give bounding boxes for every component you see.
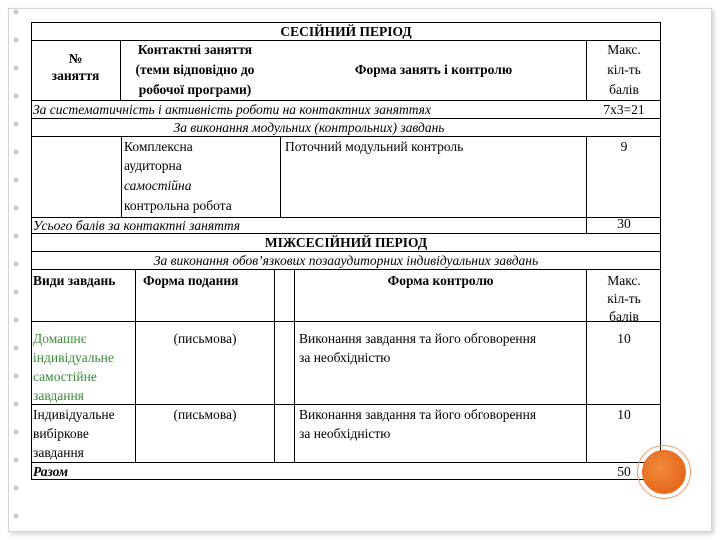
- session-title: СЕСІЙНИЙ ПЕРІОД: [280, 24, 412, 39]
- row-systematic-value: 7х3=21: [603, 102, 645, 117]
- submit-form-1: (письмова): [173, 331, 237, 346]
- col-submit-header: Форма подання: [143, 273, 239, 288]
- col-max-header-3: балів: [609, 82, 639, 97]
- session-total-label: Усього балів за контактні заняття: [33, 218, 241, 233]
- col-no-header-2: заняття: [51, 68, 100, 83]
- complex-line-4: контрольна робота: [124, 198, 232, 213]
- submit-form-2: (письмова): [173, 407, 237, 422]
- complex-line-2: аудиторна: [124, 158, 182, 173]
- task-type-1-line-3: самостійне: [33, 369, 97, 384]
- col-contact-header-3: робочої програми): [138, 82, 252, 97]
- task-type-1-line-1: Домашнє: [33, 331, 87, 346]
- complex-value: 9: [620, 139, 628, 154]
- col-max-header-1: Макс.: [607, 42, 641, 57]
- task-type-1-line-2: індивідуальне: [33, 350, 114, 365]
- intersession-subtitle: За виконання обов’язкових позааудиторних індивідуальних завдань: [153, 253, 539, 268]
- row-systematic-label: За систематичність і активність роботи на контактних заняттях: [33, 102, 431, 117]
- control-form-1-line-2: за необхідністю: [299, 350, 391, 365]
- current-control-label: Поточний модульний контроль: [285, 139, 464, 154]
- task-type-1-line-4: завдання: [33, 388, 84, 403]
- scoring-table: [31, 22, 661, 480]
- control-form-2-line-1: Виконання завдання та його обговорення: [299, 407, 537, 422]
- complex-line-3: самостійна: [124, 178, 192, 193]
- col-max-header-2: кіл-ть: [607, 62, 641, 77]
- col-contact-header-2: (теми відповідно до: [135, 62, 255, 77]
- decorative-dots: [7, 0, 25, 540]
- row-modular-label: За виконання модульних (контрольних) завдань: [173, 120, 445, 135]
- col-max2-header-3: балів: [609, 309, 639, 324]
- col-control-header: Форма контролю: [387, 273, 494, 288]
- task-type-2-line-1: Індивідуальне: [33, 407, 115, 422]
- intersession-title: МІЖСЕСІЙНИЙ ПЕРІОД: [264, 235, 428, 250]
- decorative-orange-circle: [642, 450, 686, 494]
- task-value-2: 10: [617, 407, 631, 422]
- col-max2-header-2: кіл-ть: [607, 291, 641, 306]
- complex-line-1: Комплексна: [124, 139, 193, 154]
- control-form-2-line-2: за необхідністю: [299, 426, 391, 441]
- col-max2-header-1: Макс.: [607, 273, 641, 288]
- grand-total-value: 50: [617, 464, 631, 479]
- grand-total-label: Разом: [33, 464, 69, 479]
- task-value-1: 10: [617, 331, 631, 346]
- col-no-header: №: [68, 51, 83, 66]
- col-types-header: Види завдань: [33, 273, 116, 288]
- col-contact-header-1: Контактні заняття: [137, 42, 253, 57]
- col-form-header: Форма занять і контролю: [354, 62, 513, 77]
- control-form-1-line-1: Виконання завдання та його обговорення: [299, 331, 537, 346]
- task-type-2-line-2: вибіркове: [33, 426, 89, 441]
- session-total-value: 30: [617, 216, 631, 231]
- task-type-2-line-3: завдання: [33, 445, 84, 460]
